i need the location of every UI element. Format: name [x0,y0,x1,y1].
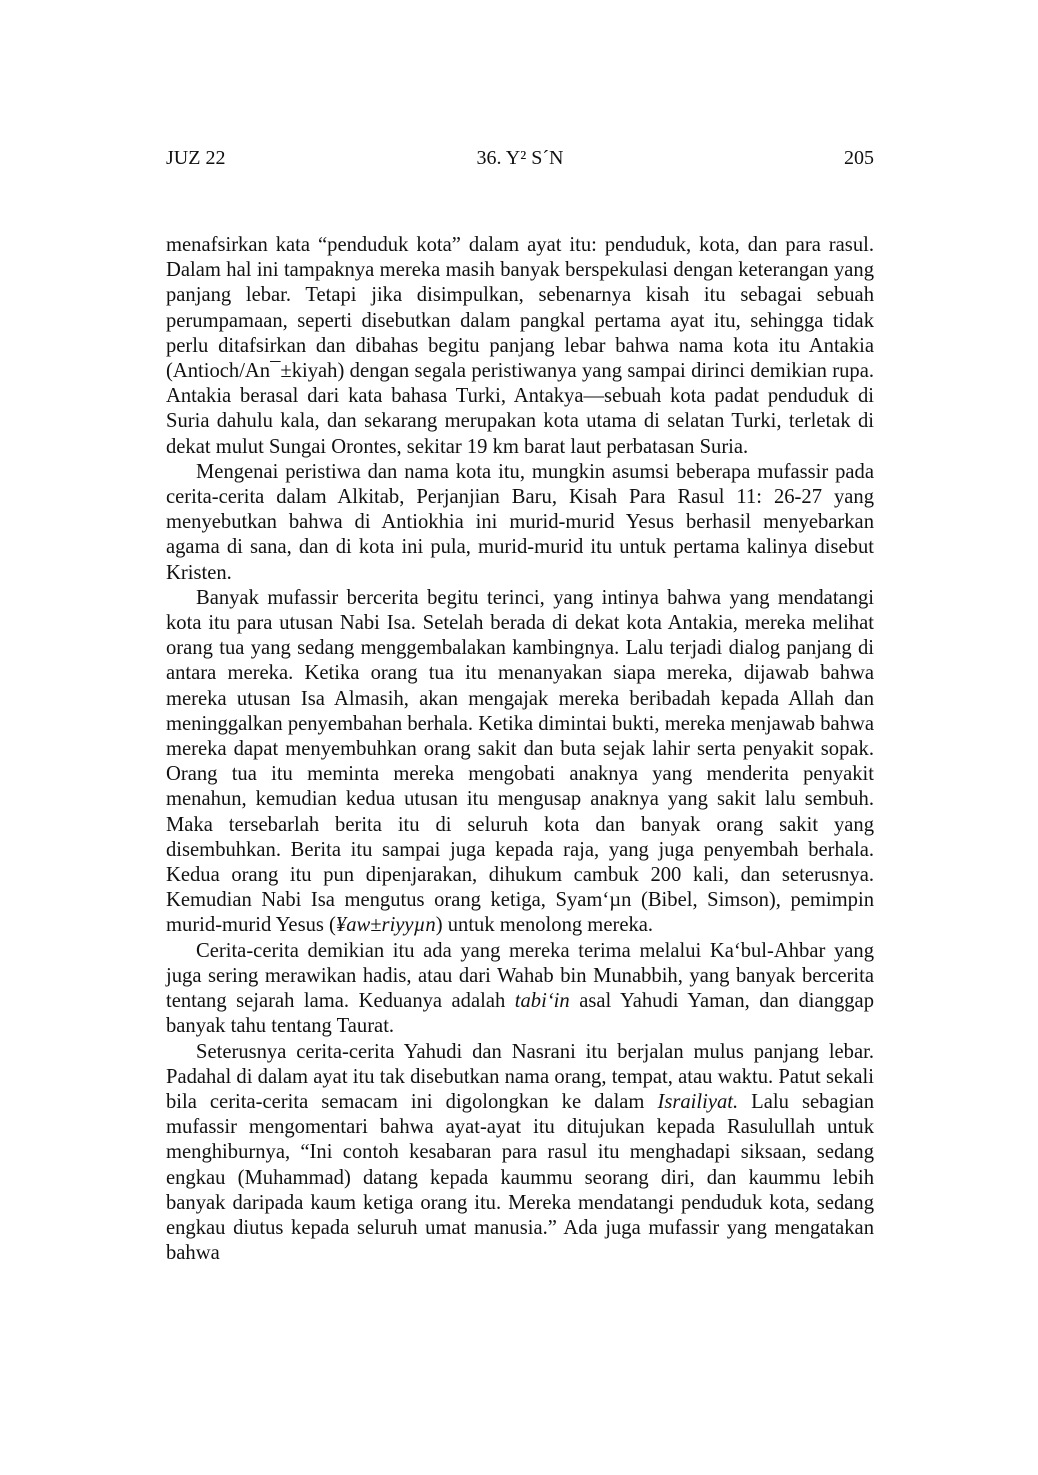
juz-label: JUZ 22 [166,147,226,169]
paragraph-1: menafsirkan kata “penduduk kota” dalam ayat itu: penduduk, kota, dan para rasul. Dalam hal ini tampaknya mereka masih banyak berspekulasi dengan keterangan yang panjang lebar. Tetapi jika disimpulkan, sebenarnya kisah itu sebagai sebuah perumpamaan, seperti disebutkan dalam pangkal pertama ayat itu, sehingga tidak perlu ditafsirkan dan dibahas begitu panjang lebar bahwa nama kota itu Antakia (Antioch/An¯±kiyah) dengan segala peristiwanya yang sampai dirinci demikian rupa. Antakia berasal dari kata bahasa Turki, Antakya—sebuah kota padat penduduk di Suria dahulu kala, dan sekarang merupakan kota utama di selatan Turki, terletak di dekat mulut Sungai Orontes, sekitar 19 km barat laut perbatasan Suria. [166,234,874,458]
page-number: 205 [844,147,874,169]
paragraph-5-text-b: Lalu sebagian mufassir mengomentari bahwa ayat-ayat itu ditujukan kepada Rasulullah untuk menghiburnya, “Ini contoh kesabaran para rasul itu menghadapi siksaan, sedang engkau (Muhammad) datang kepada kaummu seorang diri, dan kaummu lebih banyak daripada kaum ketiga orang itu. Mereka mendatangi penduduk kota, sedang engkau diutus kepada seluruh umat manusia.” Ada juga mufassir yang mengatakan bahwa [166,1090,874,1265]
paragraph-4-text-b: asal Yahudi Yaman, dan dianggap banyak tahu tentang Taurat. [166,990,874,1038]
paragraph-5-text-a: Seterusnya cerita-cerita Yahudi dan Nasrani itu berjalan mulus panjang lebar. Padahal di dalam ayat itu tak disebutkan nama orang, tempat, atau waktu. Patut sekali bila cerita-cerita semacam ini digolongkan ke dalam [166,1040,874,1113]
body-text [166,233,874,1266]
surah-title: 36. Y² S´N [476,147,564,169]
paragraph-4-text-a: Cerita-cerita demikian itu ada yang mereka terima melalui Ka‘bul-Ahbar yang juga sering merawikan hadis, atau dari Wahab bin Munabbih, yang banyak bercerita tentang sejarah lama. Keduanya adalah [166,939,874,1013]
paragraph-2: Mengenai peristiwa dan nama kota itu, mungkin asumsi beberapa mufassir pada cerita-cerita dalam Alkitab, Perjanjian Baru, Kisah Para Rasul 11: 26-27 yang menyebutkan bahwa di Antiokhia ini murid-murid Yesus berhasil menyebarkan agama di sana, dan di kota ini pula, murid-murid itu untuk pertama kalinya disebut Kristen. [166,460,874,584]
paragraph-3-text-a: Banyak mufassir bercerita begitu terinci, yang intinya bahwa yang mendatangi kota itu para utusan Nabi Isa. Setelah berada di dekat kota Antakia, mereka melihat orang tua yang sedang menggembalakan kambingnya. Lalu terjadi dialog panjang di antara mereka. Ketika orang tua itu menanyakan siapa mereka, dijawab bahwa mereka utusan Isa Almasih, akan mengajak mereka beribadah kepada Allah dan meninggalkan penyembahan berhala. Ketika dimintai bukti, mereka menjawab bahwa mereka dapat menyembuhkan orang sakit dan buta sejak lahir serta penyakit sopak. Orang tua itu meminta mereka mengobati anaknya yang menderita penyakit menahun, kemudian kedua utusan itu mengusap anaknya yang sakit lalu sembuh. Maka tersebarlah berita itu di seluruh kota dan banyak orang sakit yang disembuhkan. Berita itu sampai juga kepada raja, yang juga penyembah berhala. Kedua orang itu pun dipenjarakan, dihukum cambuk 200 kali, dan seterusnya. Kemudian Nabi Isa mengutus orang ketiga, Syam‘µn (Bibel, Simson), pemimpin murid-murid Yesus ( [166,586,874,937]
paragraph-3-italic-term: ¥aw±riyyµn [335,914,436,937]
paragraph-3-text-b: ) untuk menolong mereka. [435,914,654,937]
paragraph-5 [166,1040,874,1267]
page-header [166,145,874,171]
paragraph-5-italic-term: Israiliyat. [657,1090,739,1113]
paragraph-4-italic-term: tabi‘in [514,990,570,1013]
paragraph-3 [166,586,874,939]
paragraph-4 [166,939,874,1040]
